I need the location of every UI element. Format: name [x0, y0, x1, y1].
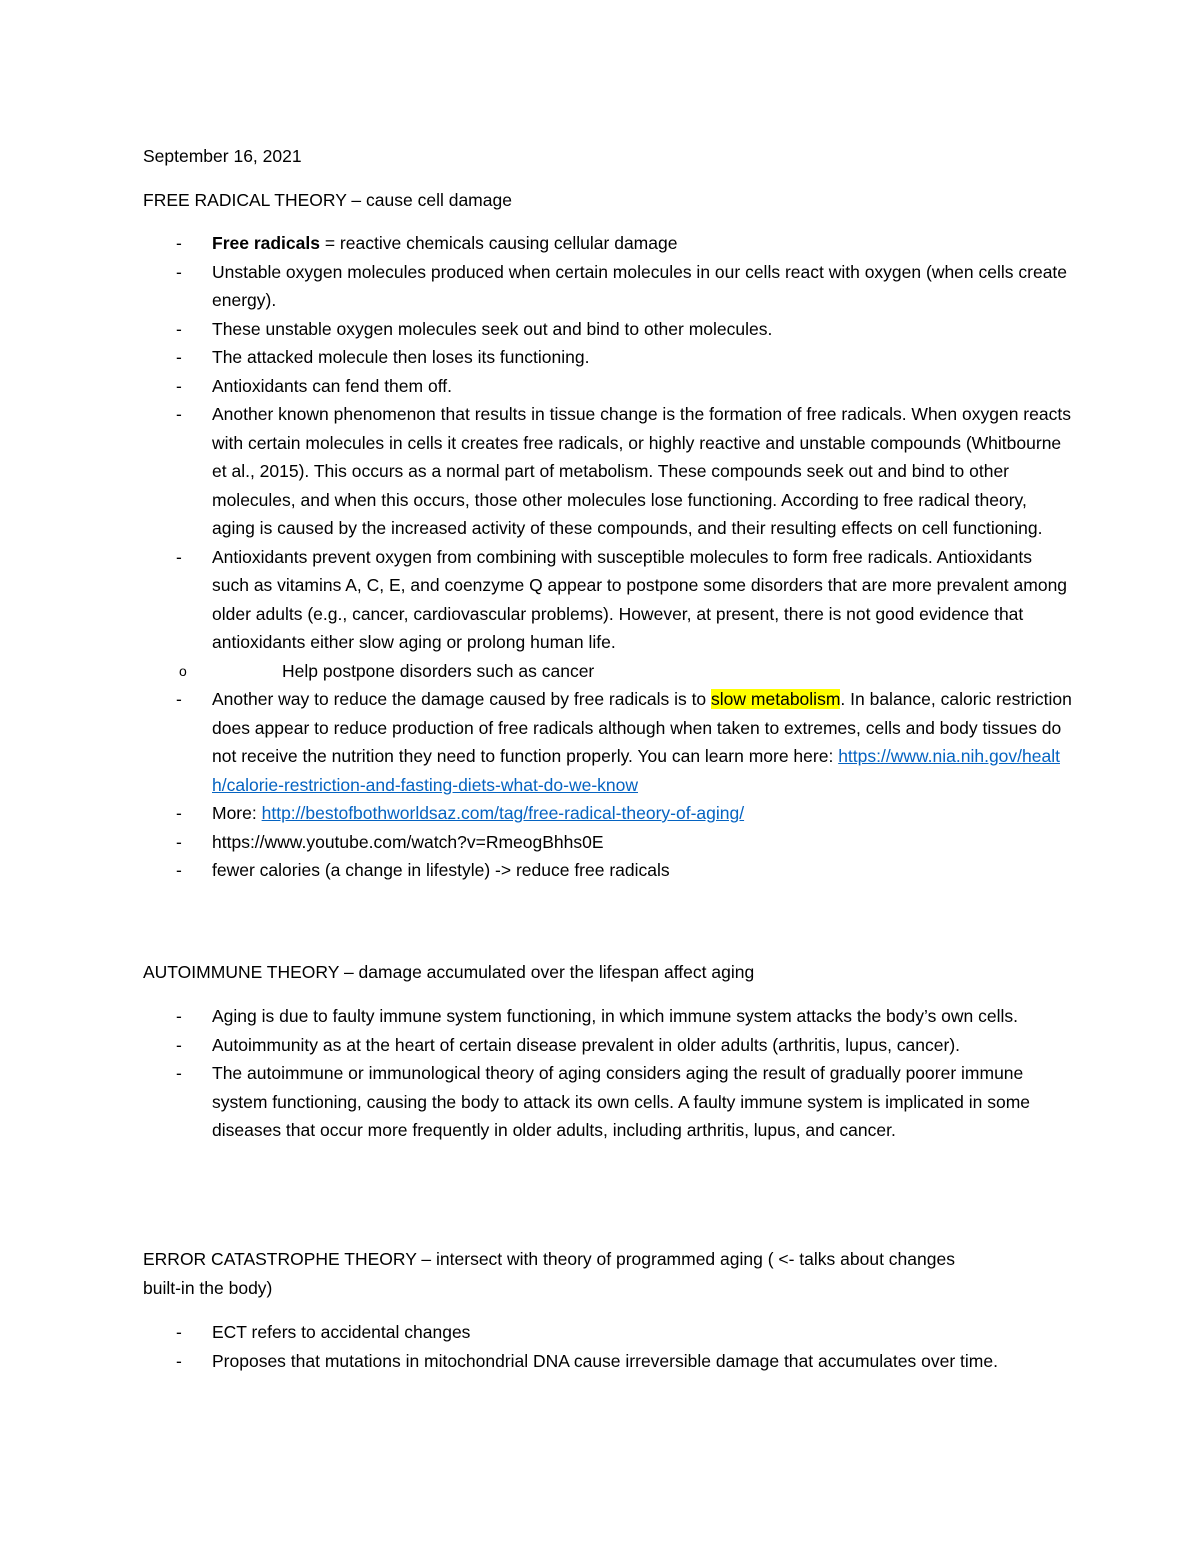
free-radical-list [143, 229, 1073, 885]
sub-list-item [143, 657, 1073, 686]
list-item-text: Proposes that mutations in mitochondrial DNA cause irreversible damage that accumulates over time. [212, 1350, 998, 1371]
autoimmune-list-container [143, 1002, 1073, 1145]
list-item [143, 543, 1073, 686]
list-item-text: The autoimmune or immunological theory of aging considers aging the result of gradually poorer immune system functioning, causing the body to attack its own cells. A faulty immune system is implicated in some diseases that occur more frequently in older adults, including arthritis, lupus, and cancer. [212, 1063, 1031, 1140]
list-item-text: fewer calories (a change in lifestyle) -> reduce free radicals [212, 860, 670, 880]
list-item [143, 343, 1073, 372]
youtube-url-text: https://www.youtube.com/watch?v=RmeogBhhs0E [212, 831, 604, 852]
list-item-text: These unstable oxygen molecules seek out and bind to other molecules. [212, 318, 773, 339]
free-radical-list-container [143, 229, 1073, 885]
list-item [143, 1059, 1073, 1145]
document-date: September 16, 2021 [143, 146, 302, 166]
list-item-text: ECT refers to accidental changes [212, 1322, 471, 1342]
list-item [143, 1031, 1073, 1060]
list-item [143, 315, 1073, 344]
sub-list [143, 657, 1073, 686]
list-item [143, 856, 1073, 885]
list-item-text: The attacked molecule then loses its functioning. [212, 347, 590, 367]
list-item [143, 1318, 1073, 1347]
sub-list-item-text: Help postpone disorders such as cancer [282, 660, 595, 681]
list-item [143, 372, 1073, 401]
autoimmune-list [143, 1002, 1073, 1145]
list-item-text: Another known phenomenon that results in tissue change is the formation of free radicals. When oxygen reacts with certain molecules in cells it creates free radicals, or highly reactive and unstable compounds (Whitbourne et al., 2015). This occurs as a normal part of metabolism. These compounds seek out and bind to other molecules, and when this occurs, those other molecules lose functioning. According to free radical theory, aging is caused by the increased activity of these compounds, and their resulting effects on cell functioning. [212, 404, 1071, 538]
bestofbothworlds-link[interactable]: http://bestofbothworldsaz.com/tag/free-radical-theory-of-aging/ [261, 803, 745, 823]
list-item-text: = reactive chemicals causing cellular damage [319, 233, 678, 253]
list-item-text: Another way to reduce the damage caused by free radicals is to [212, 689, 712, 709]
list-item-text: . In balance, caloric restriction does appear to reduce production of free radicals although when taken to extremes, cells and body tissues do not receive the nutrition they need to function properly. You can learn more here: [212, 689, 1072, 766]
list-item [143, 1347, 1073, 1376]
list-item-text: Antioxidants prevent oxygen from combining with susceptible molecules to form free radicals. Antioxidants such as vitamins A, C, E, and coenzyme Q appear to postpone some disorders that are more prevalent among older adults (e.g., cancer, cardiovascular problems). However, at present, there is not good evidence that antioxidants either slow aging or prolong human life. [212, 546, 1068, 652]
section-heading-autoimmune: AUTOIMMUNE THEORY – damage accumulated over the lifespan affect aging [143, 962, 755, 982]
list-item [143, 400, 1073, 543]
nia-link[interactable]: https://www.nia.nih.gov/health/calorie-restriction-and-fasting-diets-what-do-we-know [212, 746, 1060, 795]
list-item-text: Aging is due to faulty immune system functioning, in which immune system attacks the body’s own cells. [212, 1006, 1019, 1026]
list-item-text: Autoimmunity as at the heart of certain disease prevalent in older adults (arthritis, lupus, cancer). [212, 1034, 961, 1055]
list-item-text: Unstable oxygen molecules produced when certain molecules in our cells react with oxygen (when cells create energy). [212, 261, 1068, 310]
list-item [143, 799, 1073, 828]
highlighted-text: slow metabolism [711, 689, 841, 709]
section-heading-free-radical: FREE RADICAL THEORY – cause cell damage [143, 190, 512, 210]
list-item [143, 828, 1073, 857]
error-catastrophe-list [143, 1318, 1073, 1375]
list-item-text: Antioxidants can fend them off. [212, 375, 452, 396]
section-heading-error-catastrophe-cont: built-in the body) [143, 1278, 273, 1298]
list-item-text: More: [212, 803, 262, 823]
list-item [143, 685, 1073, 799]
list-item [143, 1002, 1073, 1031]
error-catastrophe-list-container [143, 1318, 1073, 1375]
list-item [143, 229, 1073, 258]
bold-term: Free radicals [212, 233, 320, 253]
section-heading-error-catastrophe: ERROR CATASTROPHE THEORY – intersect with theory of programmed aging ( <- talks about changes [143, 1249, 955, 1269]
list-item [143, 258, 1073, 315]
